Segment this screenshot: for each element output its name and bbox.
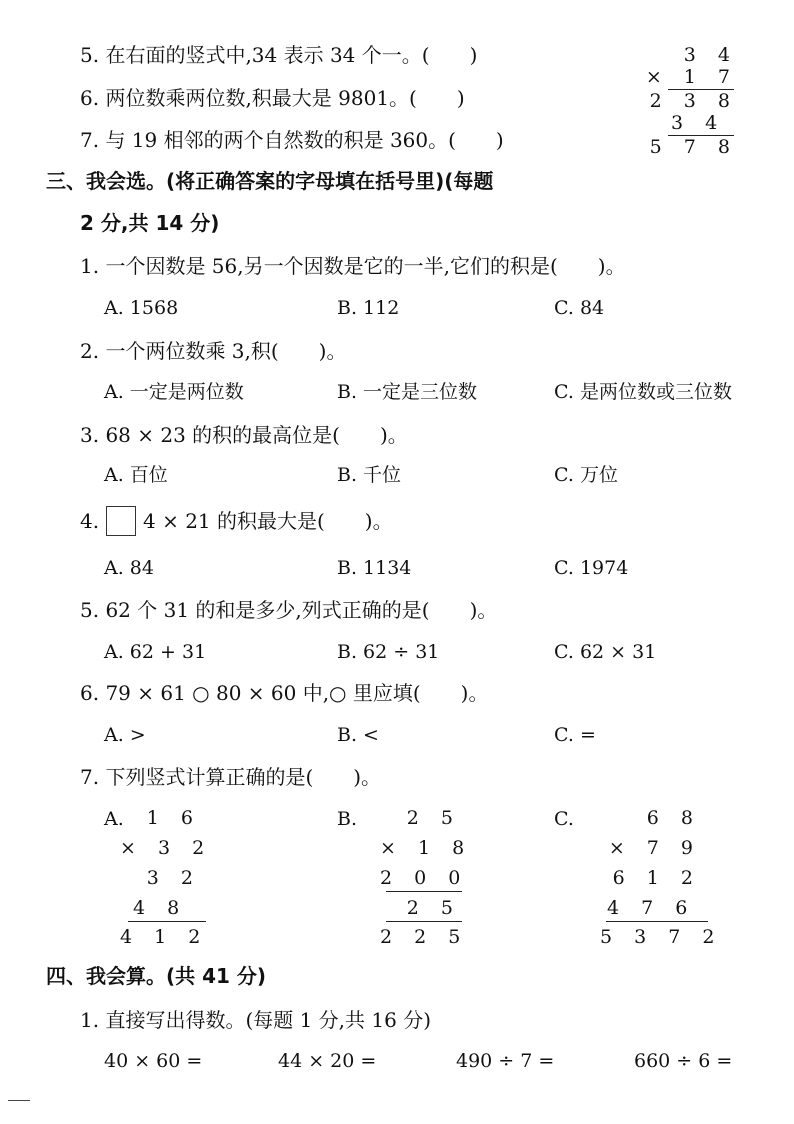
judge-question-6: 6. 两位数乘两位数,积最大是 9801。( ): [80, 86, 465, 110]
q7-option-b-label: B.: [337, 808, 358, 830]
q5-option-a: A. 62 + 31: [104, 641, 207, 663]
section-4-title: 四、我会算。(共 41 分): [46, 964, 267, 988]
choice-question-7: 7. 下列竖式计算正确的是( )。: [80, 765, 382, 789]
q7c-row-2: × 7 9: [608, 837, 701, 859]
calc-item-4: 660 ÷ 6 =: [634, 1050, 733, 1072]
q7c-row-5: 5 3 7 2: [600, 926, 723, 948]
q7b-line-1: [386, 891, 462, 892]
vertical-row-3: 2 3 8: [649, 90, 738, 112]
choice-question-4-number: 4.: [80, 509, 100, 533]
q7a-row-4: 4 8: [133, 897, 188, 919]
judge-question-7: 7. 与 19 相邻的两个自然数的积是 360。( ): [80, 128, 504, 152]
section-3-title: 三、我会选。(将正确答案的字母填在括号里)(每题: [46, 169, 494, 193]
q7a-line: [128, 921, 206, 922]
vertical-row-5: 5 7 8: [649, 136, 738, 158]
choice-question-1: 1. 一个因数是 56,另一个因数是它的一半,它们的积是( )。: [80, 254, 626, 278]
q7c-row-1: 6 8: [646, 807, 701, 829]
q3-option-c: C. 万位: [554, 464, 618, 486]
choice-question-5: 5. 62 个 31 的和是多少,列式正确的是( )。: [80, 598, 498, 622]
choice-question-3: 3. 68 × 23 的积的最高位是( )。: [80, 423, 408, 447]
q6-option-c: C. =: [554, 724, 596, 746]
calc-item-1: 40 × 60 =: [104, 1050, 203, 1072]
q7a-row-1: 1 6: [146, 807, 201, 829]
q2-option-a: A. 一定是两位数: [104, 381, 244, 403]
calc-item-2: 44 × 20 =: [278, 1050, 377, 1072]
q4-option-c: C. 1974: [554, 557, 629, 579]
q6-option-b: B. <: [337, 724, 379, 746]
q7b-row-5: 2 2 5: [380, 926, 469, 948]
q3-option-b: B. 千位: [337, 464, 402, 486]
q1-option-c: C. 84: [554, 297, 605, 319]
q5-option-b: B. 62 ÷ 31: [337, 641, 440, 663]
q4-option-b: B. 1134: [337, 557, 412, 579]
vertical-row-2: × 1 7: [645, 66, 738, 88]
section-3-title-cont: 2 分,共 14 分): [80, 211, 220, 235]
choice-question-2: 2. 一个两位数乘 3,积( )。: [80, 339, 347, 363]
q7a-row-2: × 3 2: [120, 837, 213, 859]
q1-option-b: B. 112: [337, 297, 400, 319]
q7c-row-3: 6 1 2: [612, 867, 701, 889]
vertical-row-1: 3 4: [683, 44, 738, 66]
q2-option-c: C. 是两位数或三位数: [554, 381, 732, 403]
q7b-row-3: 2 0 0: [380, 867, 469, 889]
section-4-subtitle: 1. 直接写出得数。(每题 1 分,共 16 分): [80, 1008, 432, 1032]
q1-option-a: A. 1568: [104, 297, 179, 319]
q5-option-c: C. 62 × 31: [554, 641, 657, 663]
choice-question-4: 4 × 21 的积最大是( )。: [143, 509, 393, 533]
q2-option-b: B. 一定是三位数: [337, 381, 478, 403]
q6-option-a: A. >: [104, 724, 146, 746]
q7c-row-4: 4 7 6: [607, 897, 696, 919]
q7-option-a-label: A.: [104, 808, 124, 830]
calc-item-3: 490 ÷ 7 =: [456, 1050, 555, 1072]
q7a-row-3: 3 2: [146, 867, 201, 889]
q7b-row-2: × 1 8: [380, 837, 473, 859]
q3-option-a: A. 百位: [104, 464, 168, 486]
page-edge-mark: [8, 1100, 30, 1101]
q4-option-a: A. 84: [104, 557, 154, 579]
q7c-line: [606, 921, 708, 922]
q7-option-c-label: C.: [554, 808, 574, 830]
q7b-line-2: [386, 921, 462, 922]
vertical-row-4: 3 4: [671, 112, 726, 134]
choice-question-6: 6. 79 × 61 ○ 80 × 60 中,○ 里应填( )。: [80, 681, 489, 705]
q7b-row-1: 2 5: [406, 807, 461, 829]
q7a-row-5: 4 1 2: [120, 926, 209, 948]
q7b-row-4: 2 5: [406, 897, 461, 919]
blank-box: [106, 506, 136, 536]
judge-question-5: 5. 在右面的竖式中,34 表示 34 个一。( ): [80, 43, 478, 67]
